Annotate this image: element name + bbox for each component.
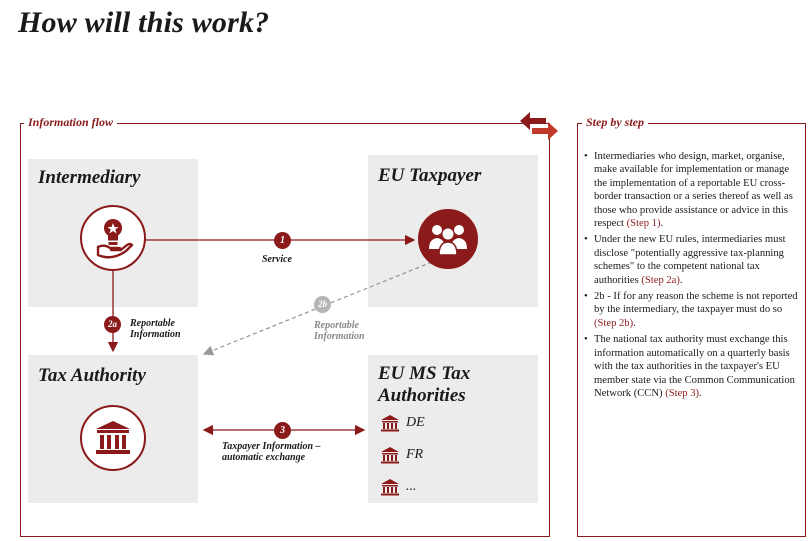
member-state-label: ...	[406, 479, 417, 494]
list-item: • Under the new EU rules, intermediaries must disclose "potentially aggressive tax-planning schemes" to the competent national tax authorities (Step 2a).	[584, 233, 804, 287]
step-3-label-line1: Taxpayer Information –	[222, 441, 321, 452]
government-building-icon	[380, 445, 400, 465]
eu-taxpayer-title: EU Taxpayer	[378, 165, 482, 186]
government-building-icon	[380, 413, 400, 433]
list-item: • The national tax authority must exchange this information automatically on a quarterly basis with the tax authorities in the taxpayer's EU member state via the Common Communication Network (CCN) (Step 3).	[584, 333, 804, 400]
step-1-label: Service	[262, 254, 292, 265]
step-reference: (Step 2a)	[641, 274, 680, 286]
step-3-badge: 3	[274, 422, 291, 439]
list-item: • Intermediaries who design, market, organise, make available for implementation or manage the implementation of a reportable EU cross-border transaction or a series thereof as well as those who provide assistance or advice in this respect (Step 1).	[584, 150, 804, 230]
tax-authority-icon-circle	[80, 405, 146, 471]
tax-authority-title: Tax Authority	[38, 365, 146, 386]
step-1-badge: 1	[274, 232, 291, 249]
member-state-label: DE	[406, 415, 425, 430]
lightbulb-hand-icon	[82, 207, 144, 269]
people-group-icon	[420, 211, 476, 267]
step-2a-badge: 2a	[104, 316, 121, 333]
step-2a-label-line2: Information	[130, 329, 181, 340]
step-2a-label-line1: Reportable	[130, 318, 175, 329]
eu-taxpayer-icon-circle	[418, 209, 478, 269]
eu-ms-tax-authorities-title-line1: EU MS Tax	[378, 363, 471, 384]
member-state-label: FR	[406, 447, 424, 462]
list-item: • 2b - If for any reason the scheme is not reported by the intermediary, the taxpayer must do so (Step 2b).	[584, 290, 804, 330]
government-building-icon	[380, 477, 400, 497]
information-flow-label: Information flow	[24, 115, 117, 130]
step-reference: (Step 2b)	[594, 317, 634, 329]
intermediary-title: Intermediary	[38, 167, 141, 188]
step-reference: (Step 1)	[626, 218, 661, 230]
step-2b-label-line1: Reportable	[314, 320, 359, 331]
step-by-step-label: Step by step	[582, 115, 648, 130]
page-title: How will this work?	[18, 6, 270, 39]
government-building-icon	[82, 407, 144, 469]
step-2b-badge: 2b	[314, 296, 331, 313]
eu-ms-tax-authorities-title-line2: Authorities	[378, 385, 466, 406]
step-by-step-list	[584, 150, 804, 403]
step-2b-label-line2: Information	[314, 331, 365, 342]
intermediary-icon-circle	[80, 205, 146, 271]
step-3-label-line2: automatic exchange	[222, 452, 306, 463]
step-reference: (Step 3)	[665, 387, 700, 399]
